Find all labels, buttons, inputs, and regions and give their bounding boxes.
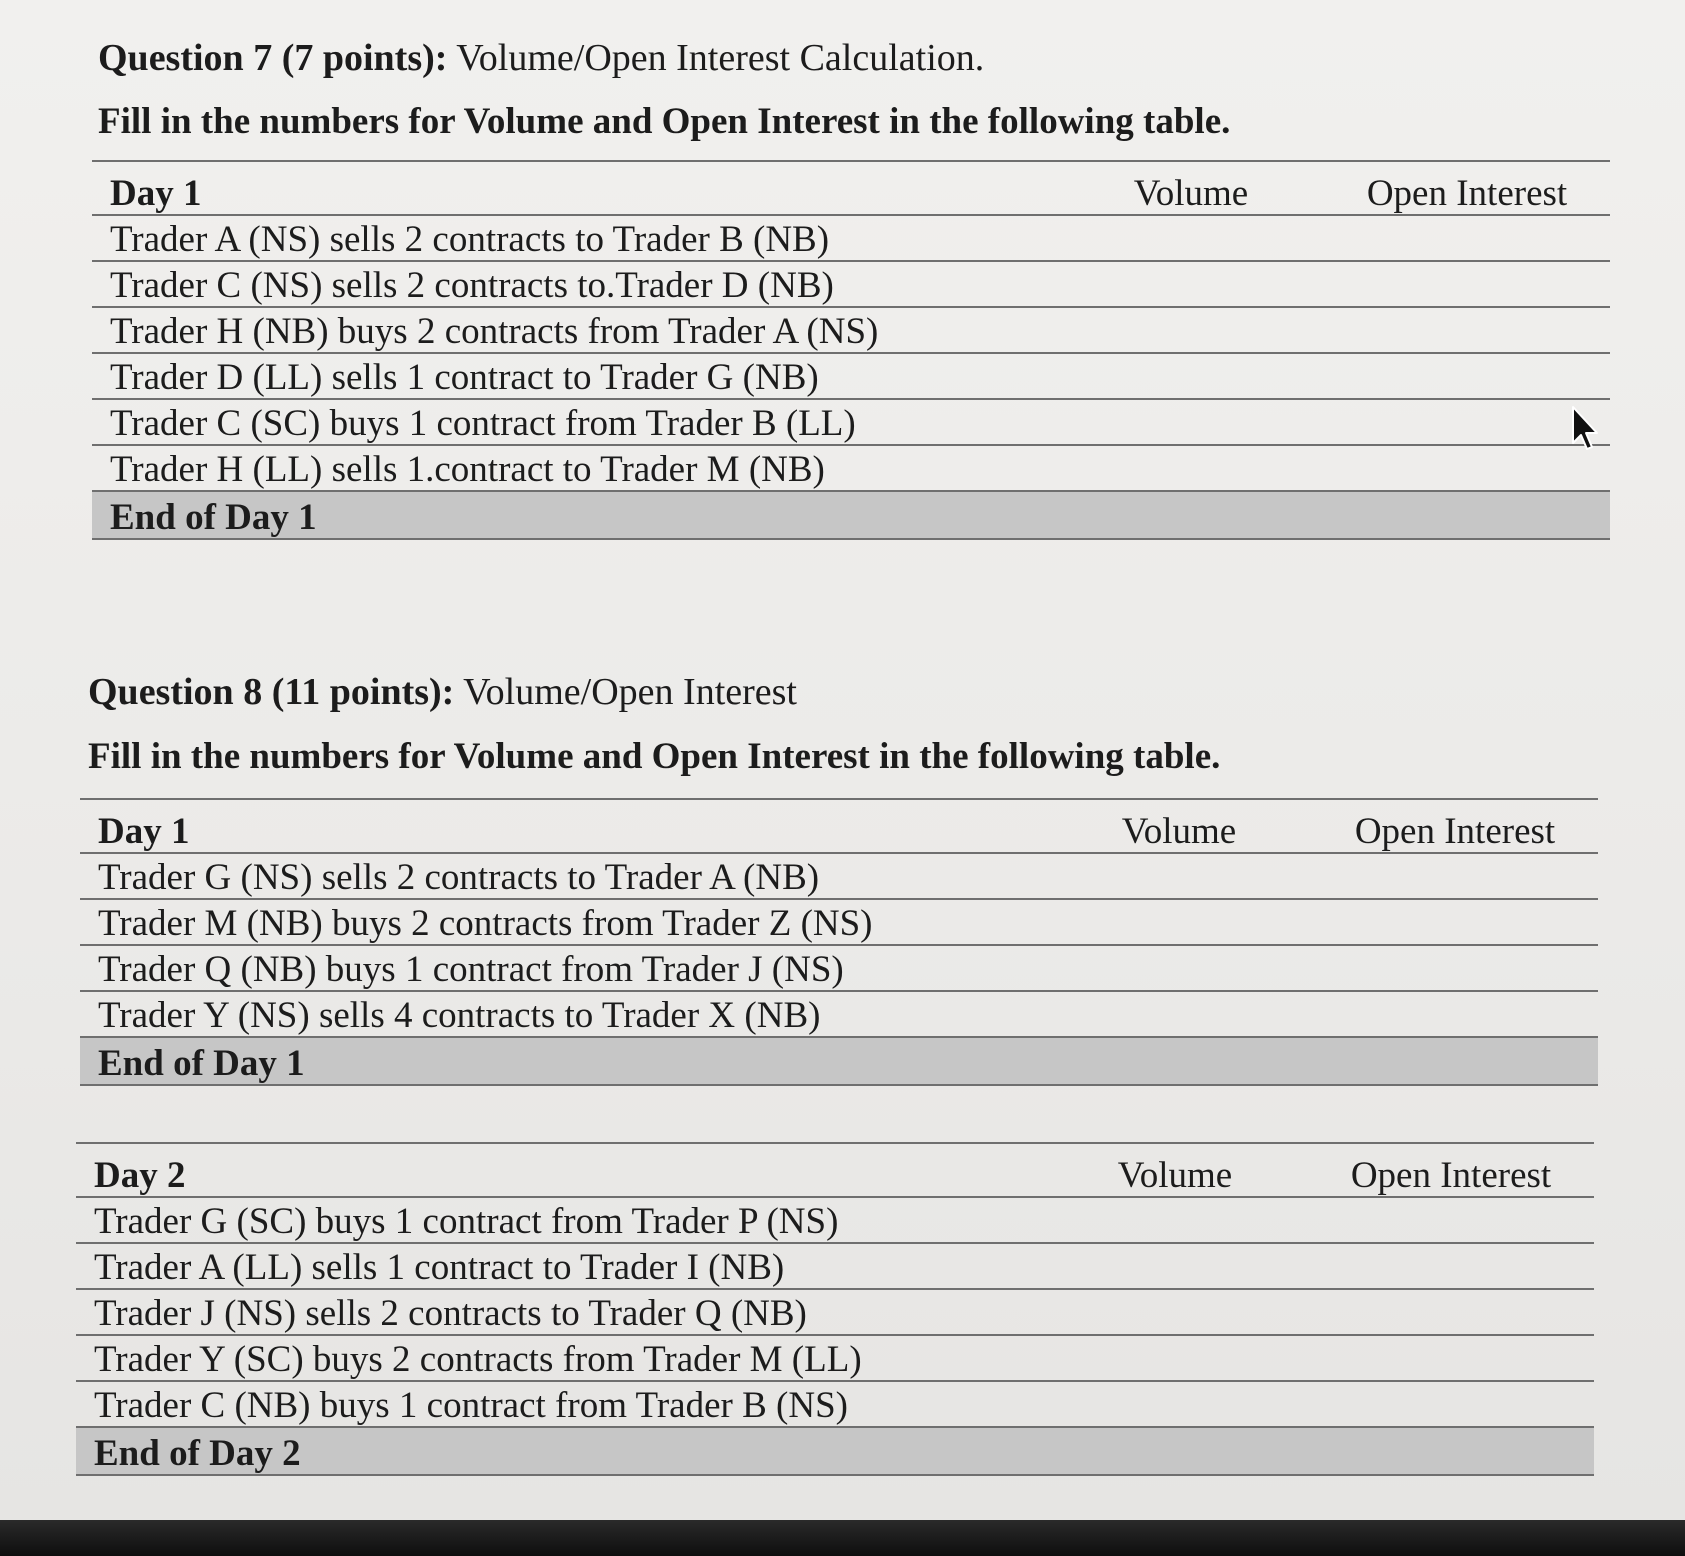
q8-day2-open-interest-cell[interactable] [1308,1335,1594,1381]
q8-day2-open-interest-cell[interactable] [1308,1289,1594,1335]
q7-open-interest-cell[interactable] [1324,445,1610,491]
q7-day-label: Day 1 [92,161,1058,215]
q7-title-rest: Volume/Open Interest Calculation. [447,37,985,79]
q7-volume-cell[interactable] [1058,445,1324,491]
q7-transaction-text: Trader C (NS) sells 2 contracts to.Trader D (NB) [92,261,1058,307]
q7-title-bold: Question 7 (7 points): [98,37,448,79]
q8-day1-transaction-text: Trader Y (NS) sells 4 contracts to Trader X (NB) [80,991,1046,1037]
q8-day1-end-volume-cell[interactable] [1046,1037,1312,1085]
q8-day2-table-row [76,1335,1594,1381]
q7-volume-cell[interactable] [1058,353,1324,399]
q8-day2-volume-cell[interactable] [1042,1243,1308,1289]
q7-open-interest-cell[interactable] [1324,215,1610,261]
q8-day2-volume-header: Volume [1042,1143,1308,1197]
q7-transaction-text: Trader D (LL) sells 1 contract to Trader G (NB) [92,353,1058,399]
q7-transaction-text: Trader C (SC) buys 1 contract from Trader B (LL) [92,399,1058,445]
q7-volume-cell[interactable] [1058,261,1324,307]
q8-day2-transaction-text: Trader A (LL) sells 1 contract to Trader I (NB) [76,1243,1042,1289]
q8-day2-end-volume-cell[interactable] [1042,1427,1308,1475]
q7-table-row [92,261,1610,307]
q8-day1-table [80,798,1598,1086]
q7-volume-header: Volume [1058,161,1324,215]
q8-day1-label: Day 1 [80,799,1046,853]
q7-header-row [92,161,1610,215]
q7-volume-cell[interactable] [1058,399,1324,445]
q8-day2-end-of-day-row [76,1427,1594,1475]
q8-day2-volume-cell[interactable] [1042,1197,1308,1243]
q8-day2-open-interest-cell[interactable] [1308,1243,1594,1289]
q8-day1-oi-header: Open Interest [1312,799,1598,853]
q8-day2-transaction-text: Trader G (SC) buys 1 contract from Trader P (NS) [76,1197,1042,1243]
q8-day2-table-row [76,1197,1594,1243]
q8-day1-volume-header: Volume [1046,799,1312,853]
q7-table-row [92,307,1610,353]
q8-day1-table-row [80,853,1598,899]
q8-day1-table-row [80,899,1598,945]
q8-day2-transaction-text: Trader Y (SC) buys 2 contracts from Trader M (LL) [76,1335,1042,1381]
q8-day1-table-row [80,945,1598,991]
q8-day1-transaction-text: Trader Q (NB) buys 1 contract from Trader J (NS) [80,945,1046,991]
q8-instruction: Fill in the numbers for Volume and Open Interest in the following table. [88,736,1221,777]
q7-end-of-day-row [92,491,1610,539]
q8-day2-transaction-text: Trader C (NB) buys 1 contract from Trader B (NS) [76,1381,1042,1427]
q7-table-row [92,353,1610,399]
q8-day1-transaction-text: Trader G (NS) sells 2 contracts to Trader A (NB) [80,853,1046,899]
q8-title [88,670,797,714]
q8-day1-end-of-day-row [80,1037,1598,1085]
q8-day2-open-interest-cell[interactable] [1308,1197,1594,1243]
q7-transaction-text: Trader H (NB) buys 2 contracts from Trader A (NS) [92,307,1058,353]
q7-end-of-day-label: End of Day 1 [92,491,1058,539]
q8-day1-header-row [80,799,1598,853]
q7-title [98,36,984,80]
q8-day1-volume-cell[interactable] [1046,945,1312,991]
q8-day1-volume-cell[interactable] [1046,853,1312,899]
q8-day1-open-interest-cell[interactable] [1312,853,1598,899]
q7-volume-cell[interactable] [1058,307,1324,353]
q8-title-bold: Question 8 (11 points): [88,671,455,713]
q8-day2-oi-header: Open Interest [1308,1143,1594,1197]
q8-day2-end-of-day-label: End of Day 2 [76,1427,1042,1475]
monitor-bezel [0,1520,1685,1556]
q7-table-row [92,215,1610,261]
q8-day2-open-interest-cell[interactable] [1308,1381,1594,1427]
q8-day2-volume-cell[interactable] [1042,1335,1308,1381]
q7-table [92,160,1610,540]
q8-day2-header-row [76,1143,1594,1197]
q7-end-open-interest-cell[interactable] [1324,491,1610,539]
q7-transaction-text: Trader H (LL) sells 1.contract to Trader M (NB) [92,445,1058,491]
q7-volume-cell[interactable] [1058,215,1324,261]
q8-title-rest: Volume/Open Interest [454,671,797,713]
q7-table-row [92,445,1610,491]
q7-open-interest-cell[interactable] [1324,353,1610,399]
q8-day2-end-open-interest-cell[interactable] [1308,1427,1594,1475]
q8-day1-transaction-text: Trader M (NB) buys 2 contracts from Trader Z (NS) [80,899,1046,945]
q8-day2-table-row [76,1289,1594,1335]
q8-day2-table-row [76,1381,1594,1427]
q8-day2-label: Day 2 [76,1143,1042,1197]
mouse-pointer-icon [1570,405,1600,453]
q8-day1-open-interest-cell[interactable] [1312,899,1598,945]
q7-transaction-text: Trader A (NS) sells 2 contracts to Trader B (NB) [92,215,1058,261]
q7-open-interest-cell[interactable] [1324,399,1610,445]
q8-day2-table-row [76,1243,1594,1289]
q8-day1-open-interest-cell[interactable] [1312,945,1598,991]
q7-table-row [92,399,1610,445]
q8-day1-end-open-interest-cell[interactable] [1312,1037,1598,1085]
q8-day2-volume-cell[interactable] [1042,1289,1308,1335]
q8-day1-end-of-day-label: End of Day 1 [80,1037,1046,1085]
q8-day2-transaction-text: Trader J (NS) sells 2 contracts to Trader Q (NB) [76,1289,1042,1335]
q8-day2-table [76,1142,1594,1476]
q8-day2-volume-cell[interactable] [1042,1381,1308,1427]
q7-open-interest-cell[interactable] [1324,307,1610,353]
q8-day1-open-interest-cell[interactable] [1312,991,1598,1037]
q8-day1-table-row [80,991,1598,1037]
q8-day1-volume-cell[interactable] [1046,991,1312,1037]
q7-oi-header: Open Interest [1324,161,1610,215]
q7-end-volume-cell[interactable] [1058,491,1324,539]
q7-instruction: Fill in the numbers for Volume and Open Interest in the following table. [98,101,1231,142]
q7-open-interest-cell[interactable] [1324,261,1610,307]
q8-day1-volume-cell[interactable] [1046,899,1312,945]
